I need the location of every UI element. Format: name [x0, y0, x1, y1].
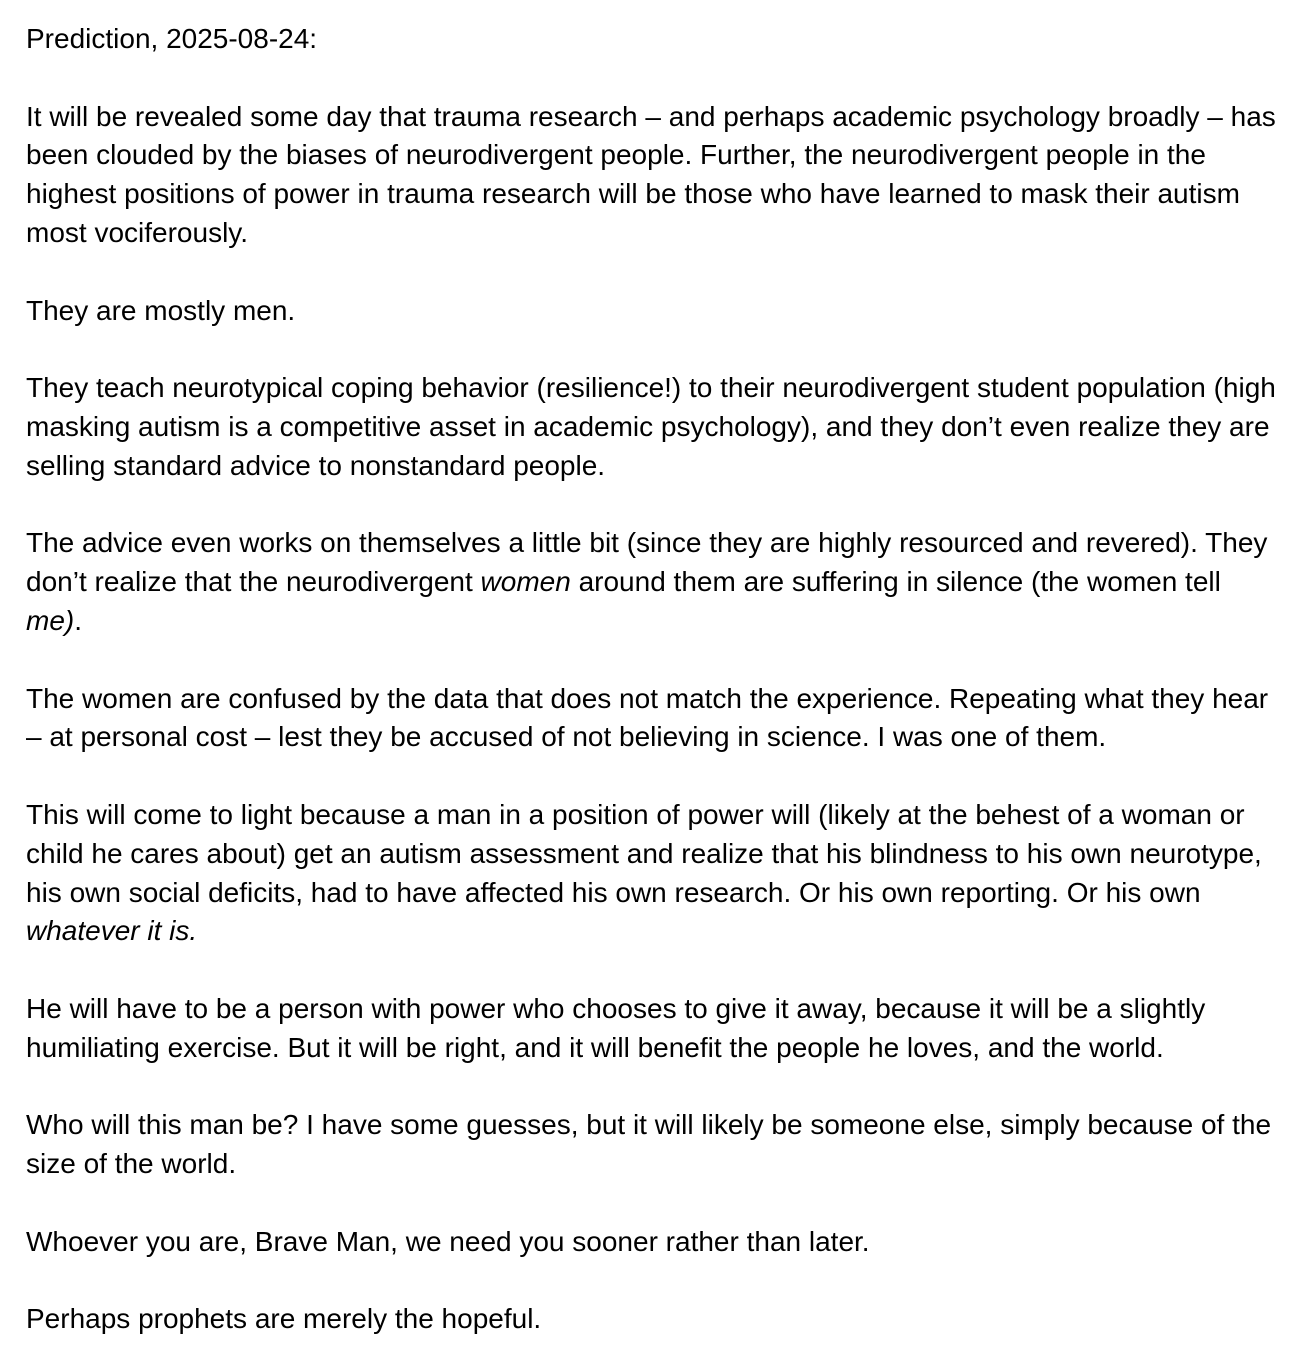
paragraph-6: [26, 796, 1276, 951]
paragraph-6-italic-whatever: whatever it is.: [26, 915, 198, 947]
paragraph-2: They are mostly men.: [26, 294, 296, 326]
paragraph-5: The women are confused by the data that does not match the experience. Repeating what they hear – at personal cost – lest they be accused of not believing in science. I was one of them.: [26, 682, 1269, 753]
paragraph-6-text-a: This will come to light because a man in a position of power will (likely at the behest of a woman or child he cares about) get an autism assessment and realize that his blindness to his own neurotype, his own social deficits, had to have affected his own research. Or his own reporting. Or his own: [26, 798, 1262, 908]
paragraph-3: They teach neurotypical coping behavior (resilience!) to their neurodivergent student population (high masking autism is a competitive asset in academic psychology), and they don’t even realize they are selling standard advice to nonstandard people.: [26, 372, 1276, 481]
paragraph-4-text-a: The advice even works on themselves a little bit (since they are highly resourced and revered). They don’t realize that the neurodivergent: [26, 527, 1268, 598]
heading-date: Prediction, 2025-08-24:: [26, 23, 318, 54]
paragraph-4-text-e: .: [74, 604, 83, 636]
paragraph-7: He will have to be a person with power who chooses to give it away, because it will be a slightly humiliating exercise. But it will be right, and it will benefit the people he loves, and the world.: [26, 992, 1206, 1063]
paragraph-4: [26, 524, 1276, 640]
paragraph-10: Perhaps prophets are merely the hopeful.: [26, 1303, 542, 1335]
paragraph-4-text-c: around them are suffering in silence (the women tell: [570, 566, 1221, 598]
paragraph-4-italic-women: women: [480, 566, 571, 598]
paragraph-8: Who will this man be? I have some guesses, but it will likely be someone else, simply because of the size of the world.: [26, 1109, 1272, 1180]
paragraph-9: Whoever you are, Brave Man, we need you sooner rather than later.: [26, 1225, 870, 1257]
paragraph-4-italic-me: me): [26, 604, 75, 636]
paragraph-1: It will be revealed some day that trauma research – and perhaps academic psychology broadly – has been clouded by the biases of neurodivergent people. Further, the neurodivergent people in the highest positions of power in trauma research will be those who have learned to mask their autism most vociferously.: [26, 100, 1276, 248]
document-body: [26, 20, 1276, 1339]
